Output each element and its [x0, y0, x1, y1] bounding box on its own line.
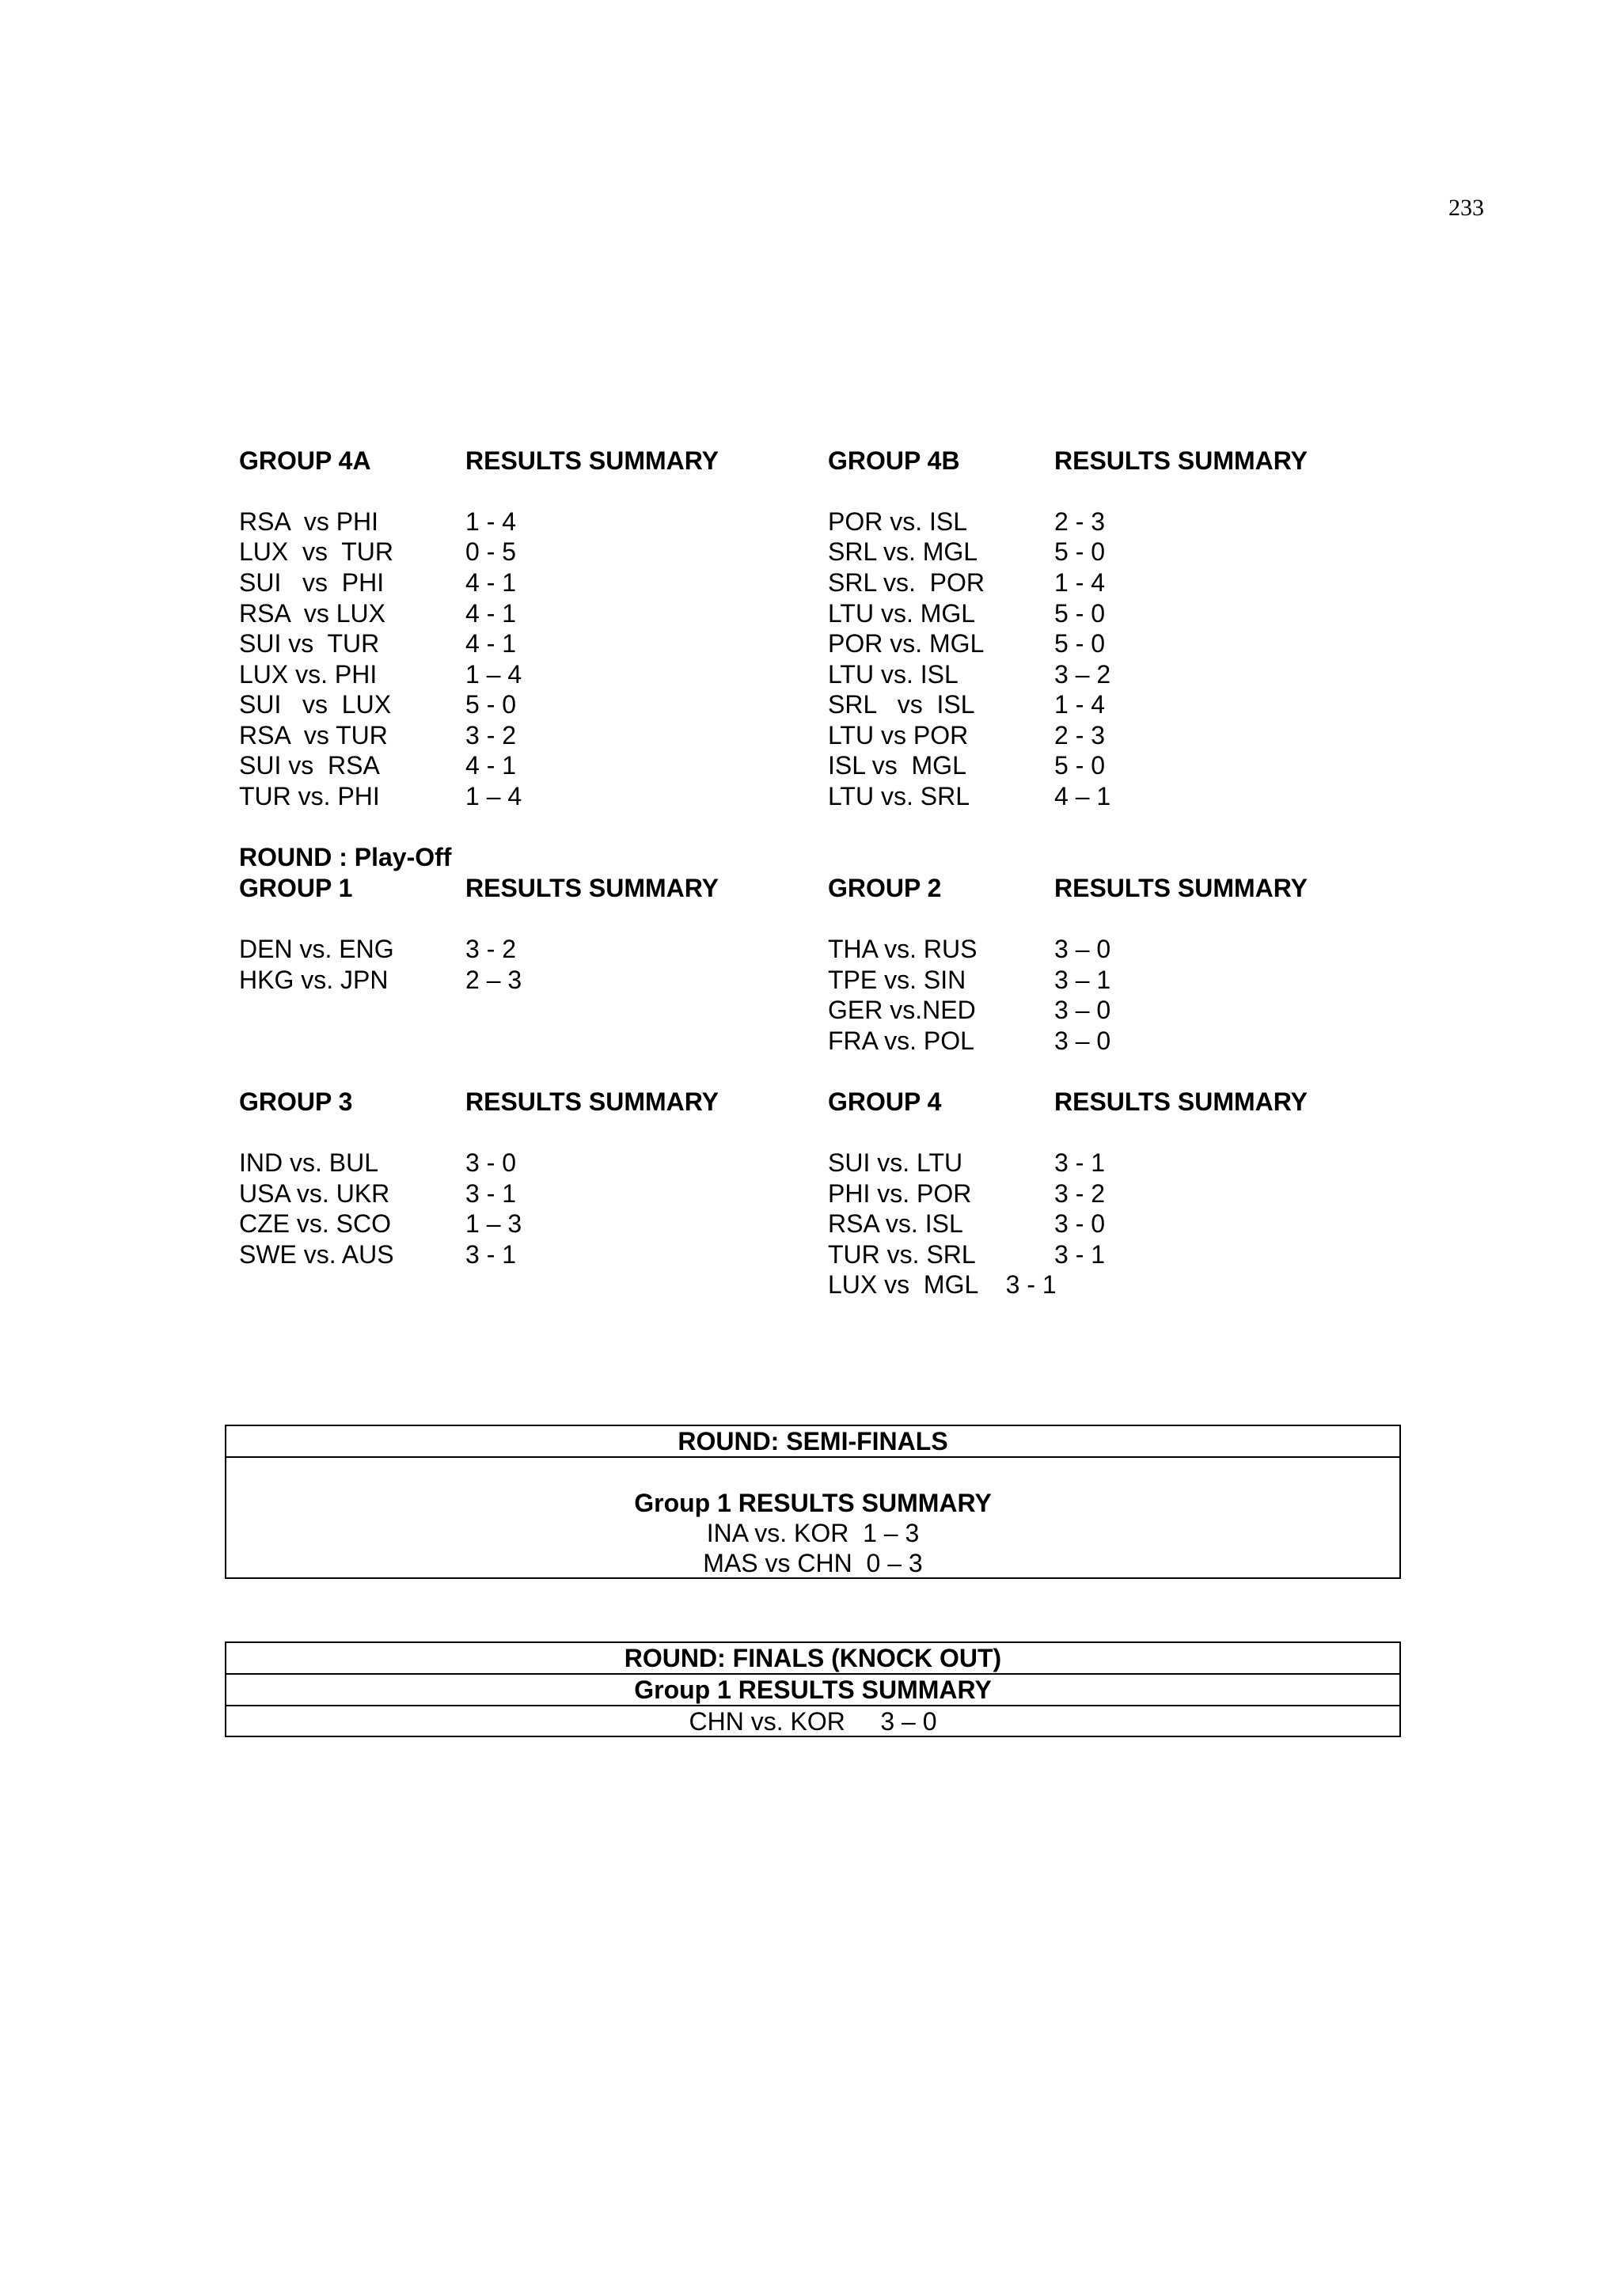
match-score: 3 - 1 [1054, 1148, 1106, 1177]
match-score: 4 - 1 [465, 751, 517, 780]
match-teams: SUI vs PHI [239, 568, 385, 597]
match-score: 1 - 4 [1054, 568, 1106, 597]
match-teams: IND vs. BUL [239, 1148, 379, 1177]
match-score: 3 – 0 [1054, 935, 1111, 963]
match-score: 3 - 0 [465, 1148, 517, 1177]
match-teams: LUX vs. PHI [239, 660, 378, 689]
match-teams: FRA vs. POL [828, 1027, 974, 1055]
match-score: 3 - 2 [1054, 1179, 1106, 1208]
match-score: 3 – 0 [1054, 996, 1111, 1024]
match-score: 3 - 0 [1054, 1209, 1106, 1238]
match-teams: SUI vs RSA [239, 751, 380, 780]
match-teams: ISL vs MGL [828, 751, 966, 780]
semi-finals-subtitle: Group 1 RESULTS SUMMARY [634, 1489, 992, 1517]
match-score: 3 - 1 [1054, 1240, 1106, 1269]
match-score: 4 - 1 [465, 599, 517, 628]
group-4a-results-header: RESULTS SUMMARY [465, 446, 719, 475]
match-teams: GER vs.NED [828, 996, 976, 1024]
match-score: 3 – 0 [1054, 1027, 1111, 1055]
group-1-title: GROUP 1 [239, 874, 353, 902]
group-3-title: GROUP 3 [239, 1087, 353, 1116]
group-3-results-header: RESULTS SUMMARY [465, 1087, 719, 1116]
match-score: 2 - 3 [1054, 721, 1106, 750]
match-teams: LTU vs. MGL [828, 599, 976, 628]
match-score: 5 - 0 [1054, 629, 1106, 658]
match-score: 5 - 0 [1054, 599, 1106, 628]
playoff-round-label: ROUND : Play-Off [239, 843, 452, 871]
match-teams: TPE vs. SIN [828, 966, 966, 994]
match-teams: RSA vs PHI [239, 507, 379, 536]
match-teams: RSA vs LUX [239, 599, 385, 628]
match-score: 1 - 4 [1054, 690, 1106, 719]
group-4-title: GROUP 4 [828, 1087, 942, 1116]
match-score: 3 – 2 [1054, 660, 1111, 689]
match-teams: PHI vs. POR [828, 1179, 972, 1208]
match-score: 3 - 2 [465, 935, 517, 963]
group-2-results-header: RESULTS SUMMARY [1054, 874, 1308, 902]
match-score: 4 - 1 [465, 629, 517, 658]
match-score: 5 - 0 [465, 690, 517, 719]
match-teams: SRL vs. MGL [828, 537, 978, 566]
group-4-results-header: RESULTS SUMMARY [1054, 1087, 1308, 1116]
match-score: 3 - 1 [465, 1179, 517, 1208]
finals-subtitle: Group 1 RESULTS SUMMARY [226, 1675, 1399, 1706]
match-score: 5 - 0 [1054, 751, 1106, 780]
match-teams: TUR vs. SRL [828, 1240, 976, 1269]
match-teams: CZE vs. SCO [239, 1209, 392, 1238]
match-teams: SUI vs LUX [239, 690, 392, 719]
match-teams: DEN vs. ENG [239, 935, 394, 963]
match-score: 1 – 3 [465, 1209, 522, 1238]
match-teams: LUX vs TUR [239, 537, 393, 566]
group-4a-title: GROUP 4A [239, 446, 371, 475]
match-teams: LTU vs. SRL [828, 782, 970, 810]
match-teams: TUR vs. PHI [239, 782, 380, 810]
match-score: 0 - 5 [465, 537, 517, 566]
match-score: 1 – 4 [465, 660, 522, 689]
match-score: 2 – 3 [465, 966, 522, 994]
page-number: 233 [1448, 195, 1484, 221]
semi-finals-match: MAS vs CHN 0 – 3 [703, 1549, 923, 1577]
match-score: 1 – 4 [465, 782, 522, 810]
semi-finals-title: ROUND: SEMI-FINALS [226, 1426, 1399, 1458]
match-teams: RSA vs. ISL [828, 1209, 963, 1238]
group-2-title: GROUP 2 [828, 874, 942, 902]
match-teams: POR vs. ISL [828, 507, 968, 536]
match-teams: SRL vs. POR [828, 568, 985, 597]
match-score: 5 - 0 [1054, 537, 1106, 566]
finals-title: ROUND: FINALS (KNOCK OUT) [226, 1643, 1399, 1675]
match-teams: SRL vs ISL [828, 690, 975, 719]
match-teams: SUI vs. LTU [828, 1148, 963, 1177]
group-1-results-header: RESULTS SUMMARY [465, 874, 719, 902]
match-teams: HKG vs. JPN [239, 966, 389, 994]
finals-match: CHN vs. KOR 3 – 0 [689, 1707, 937, 1736]
match-score: 1 - 4 [465, 507, 517, 536]
match-teams: RSA vs TUR [239, 721, 388, 750]
match-teams: LTU vs. ISL [828, 660, 959, 689]
match-score: 2 - 3 [1054, 507, 1106, 536]
semi-finals-match: INA vs. KOR 1 – 3 [706, 1519, 920, 1547]
finals-table [225, 1641, 1401, 1737]
group-4b-results-header: RESULTS SUMMARY [1054, 446, 1308, 475]
match-score: 4 - 1 [465, 568, 517, 597]
match-score: 3 - 2 [465, 721, 517, 750]
semi-finals-table [225, 1425, 1401, 1579]
match-teams: POR vs. MGL [828, 629, 985, 658]
match-teams: SWE vs. AUS [239, 1240, 394, 1269]
match-score: 3 – 1 [1054, 966, 1111, 994]
group-4b-title: GROUP 4B [828, 446, 960, 475]
match-line: LUX vs MGL 3 - 1 [828, 1270, 1057, 1299]
match-teams: THA vs. RUS [828, 935, 978, 963]
match-score: 4 – 1 [1054, 782, 1111, 810]
match-teams: SUI vs TUR [239, 629, 380, 658]
match-teams: LTU vs POR [828, 721, 969, 750]
match-score: 3 - 1 [465, 1240, 517, 1269]
match-teams: USA vs. UKR [239, 1179, 390, 1208]
